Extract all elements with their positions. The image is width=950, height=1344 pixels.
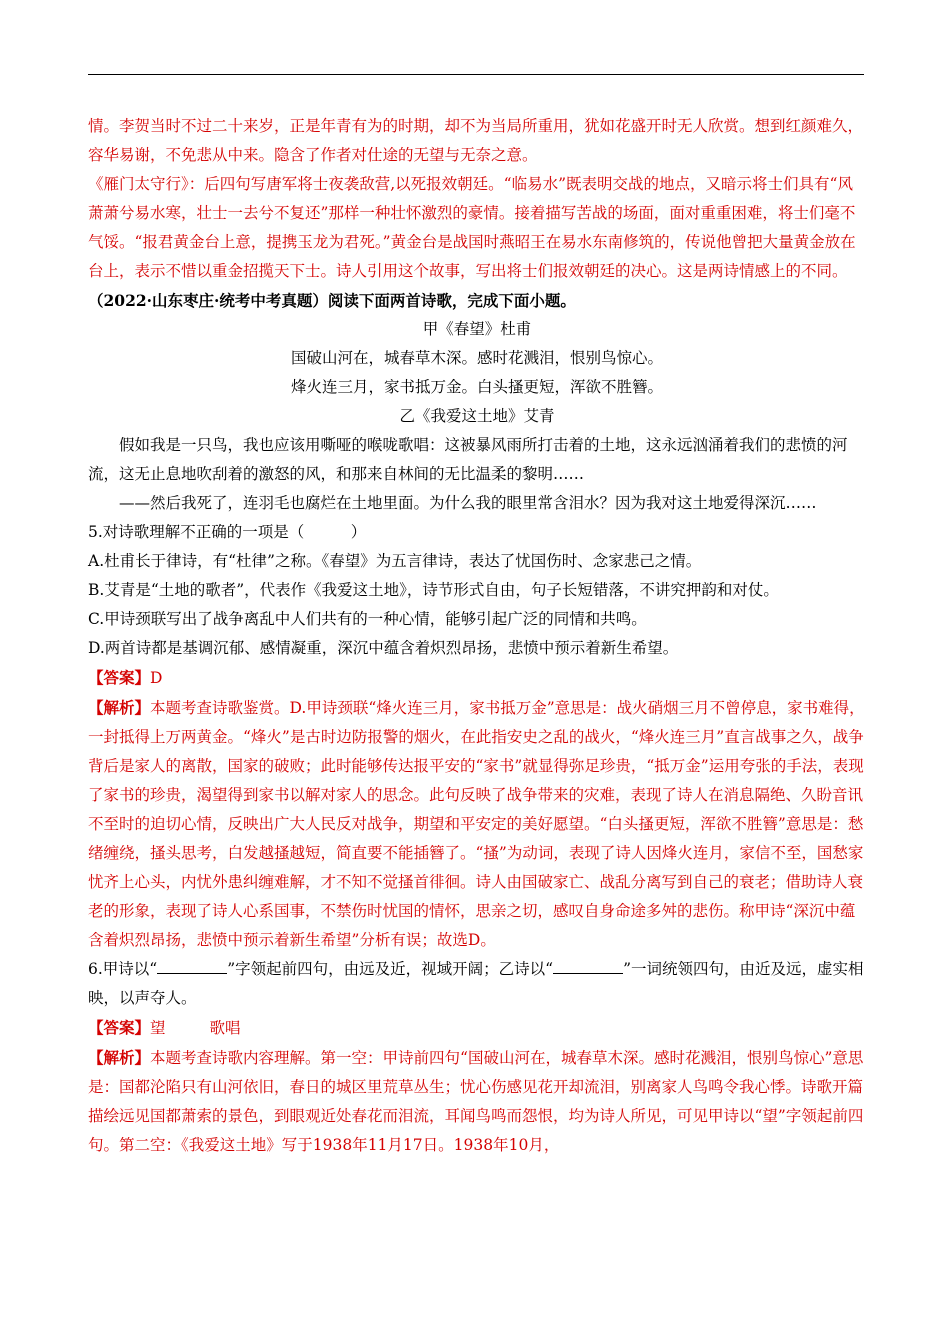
q5-stem: 5.对诗歌理解不正确的一项是（ ） xyxy=(88,523,367,541)
q6-analysis xyxy=(88,1043,866,1160)
analysis-label: 【解析】 xyxy=(88,1048,151,1067)
q5-option-d: D.两首诗都是基调沉郁、感情凝重，深沉中蕴含着炽烈昂扬，悲愤中预示着新生希望。 xyxy=(88,639,679,657)
q6-answer xyxy=(88,1013,866,1043)
analysis-text: 本题考查诗歌鉴赏。D.甲诗颈联“烽火连三月，家书抵万金”意思是：战火硝烟三月不曾停息，家书难得，一封抵得上万两黄金。“烽火”是古时边防报警的烟火，在此指安史之乱的战火，“烽火连三月”直言战事之久，战争背后是家人的离散，国家的破败；此时能够传达报平安的“家书”就显得弥足珍贵，“抵万金”运用夸张的手法，表现了家书的珍贵，渴望得到家书以解对家人的思念。此句反映了战争带来的灾难，表现了诗人在消息隔绝、久盼音讯不至时的迫切心情，反映出广大人民反对战争，期望和平安定的美好愿望。“白头搔更短，浑欲不胜簪”意思是：愁绪缠绕，搔头思考，白发越搔越短，简直要不能插簪了。“搔”为动词，表现了诗人因烽火连月，家信不至，国愁家忧齐上心头，内忧外患纠缠难解，才不知不觉搔首徘徊。诗人由国破家亡、战乱分离写到自己的衰老；借助诗人衰老的形象，表现了诗人心系国事，不禁伤时忧国的情怀，思亲之切，感叹自身命途多舛的悲伤。称甲诗“深沉中蕴含着炽烈昂扬，悲愤中预示着新生希望”分析有误；故选D。 xyxy=(88,699,865,949)
q5-option-b: B.艾青是“土地的歌者”，代表作《我爱这土地》，诗节形式自由，句子长短错落，不讲究押韵和对仗。 xyxy=(88,581,779,599)
question-intro: （2022·山东枣庄·统考中考真题）阅读下面两首诗歌，完成下面小题。 xyxy=(88,291,576,310)
q6-blank-2 xyxy=(553,957,623,974)
answer-label: 【答案】 xyxy=(88,1018,151,1037)
analysis-text: 本题考查诗歌内容理解。第一空：甲诗前四句“国破山河在，城春草木深。感时花溅泪，恨别鸟惊心”意思是：国都沦陷只有山河依旧，春日的城区里荒草丛生；忧心伤感见花开却流泪，别离家人鸟鸣令我心悸。诗歌开篇描绘远见国都萧索的景色，到眼观近处春花而泪流，耳闻鸟鸣而怨恨，均为诗人所见，可见甲诗以“望”字领起前四句。第二空：《我爱这土地》写于1938年11月17日。1938年10月， xyxy=(88,1049,864,1154)
prev-analysis-paragraph-1: 情。李贺当时不过二十来岁，正是年青有为的时期，却不为当局所重用，犹如花盛开时无人欣赏。想到红颜难久，容华易谢，不免悲从中来。隐含了作者对仕途的无望与无奈之意。 xyxy=(88,117,864,164)
header-rule xyxy=(88,74,864,75)
q6-stem-part-1: 6.甲诗以“ xyxy=(88,960,158,978)
q5-option-a: A.杜甫长于律诗，有“杜律”之称。《春望》为五言律诗，表达了忧国伤时、念家悲己之情。 xyxy=(88,552,702,570)
poem-b-paragraph-2: ——然后我死了，连羽毛也腐烂在土地里面。为什么我的眼里常含泪水？因为我对这土地爱得深沉…… xyxy=(119,494,817,512)
q6-stem-part-2: ”字领起前四句，由远及近，视域开阔；乙诗以“ xyxy=(227,960,554,978)
q6-stem-part-3: ”一词统领四句，由近及远，虚实相映，以声夺人。 xyxy=(88,960,864,1007)
q5-analysis xyxy=(88,693,866,955)
answer-value-2: 歌唱 xyxy=(209,1019,241,1037)
prev-analysis-paragraph-2: 《雁门太守行》：后四句写唐军将士夜袭敌营,以死报效朝廷。“临易水”既表明交战的地点，又暗示将士们具有“风萧萧兮易水寒，壮士一去兮不复还”那样一种壮怀激烈的豪情。接着描写苦战的场面，面对重重困难，将士们毫不气馁。“报君黄金台上意，提携玉龙为君死。”黄金台是战国时燕昭王在易水东南修筑的，传说他曾把大量黄金放在台上，表示不惜以重金招揽天下士。诗人引用这个故事，写出将士们报效朝廷的决心。这是两诗情感上的不同。 xyxy=(88,175,856,280)
poem-a-line-2: 烽火连三月，家书抵万金。白头搔更短，浑欲不胜簪。 xyxy=(290,378,663,396)
analysis-label: 【解析】 xyxy=(88,698,151,717)
poem-b-paragraph-1: 假如我是一只鸟，我也应该用嘶哑的喉咙歌唱：这被暴风雨所打击着的土地，这永远汹涌着我们的悲愤的河流，这无止息地吹刮着的激怒的风，和那来自林间的无比温柔的黎明…… xyxy=(88,436,848,483)
answer-value-1: 望 xyxy=(150,1019,166,1037)
answer-value: D xyxy=(150,669,163,687)
poem-a-line-1: 国破山河在，城春草木深。感时花溅泪，恨别鸟惊心。 xyxy=(290,349,663,367)
q5-option-c: C.甲诗颈联写出了战争离乱中人们共有的一种心情，能够引起广泛的同情和共鸣。 xyxy=(88,610,647,628)
poem-b-title: 乙《我爱这土地》艾青 xyxy=(399,407,555,425)
q6-stem xyxy=(88,955,866,1013)
document-body xyxy=(88,112,866,1160)
answer-label: 【答案】 xyxy=(88,668,151,687)
poem-a-title: 甲《春望》杜甫 xyxy=(422,320,532,338)
q6-blank-1 xyxy=(157,957,227,974)
q5-answer xyxy=(88,663,866,693)
